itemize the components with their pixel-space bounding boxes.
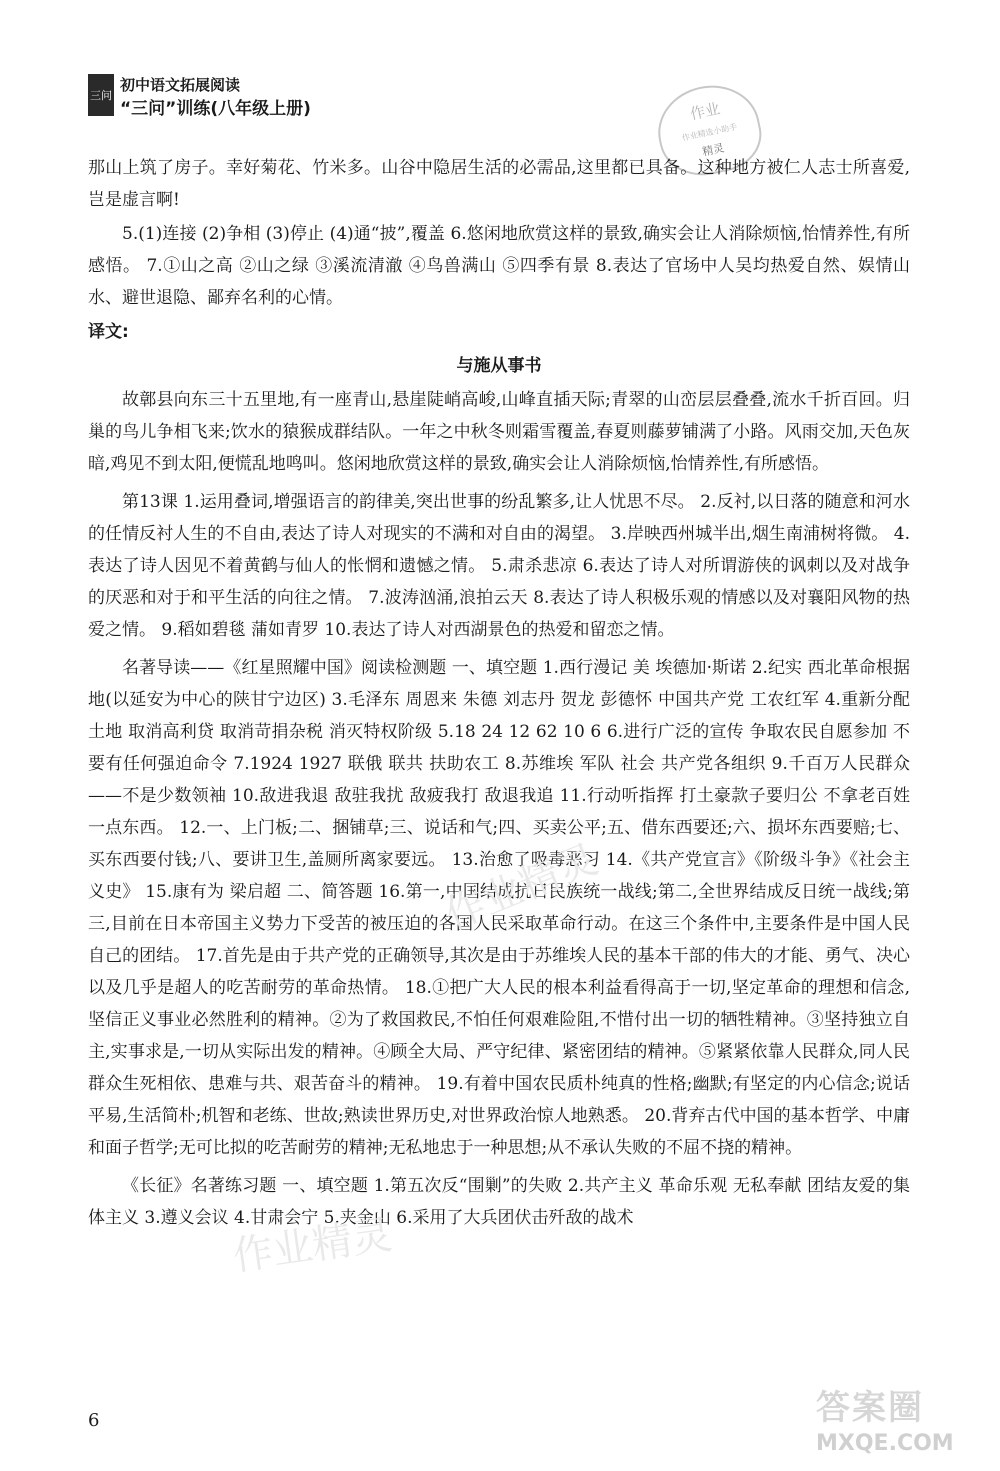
stamp-line1: 作业 bbox=[688, 99, 722, 124]
corner-logo-watermark bbox=[816, 1380, 966, 1462]
page-number: 6 bbox=[88, 1410, 100, 1431]
series-logo-text: 三问 bbox=[90, 88, 112, 102]
answer-content bbox=[88, 152, 910, 1236]
watermark-middle: 作业精灵 bbox=[438, 836, 605, 940]
translation-body: 故鄣县向东三十五里地,有一座青山,悬崖陡峭高峻,山峰直插天际;青翠的山峦层层叠叠,流水千折百回。归巢的鸟儿争相飞来;饮水的猿猴成群结队。一年之中秋冬则霜雪覆盖,春夏则藤萝铺满了小路。风雨交加,天色灰暗,鸡见不到太阳,便慌乱地鸣叫。悠闲地欣赏这样的景致,确实会让人消除烦恼,怡情养性,有所感悟。 bbox=[88, 390, 910, 474]
book-title: “三问”训练(八年级上册) bbox=[120, 99, 311, 119]
red-star-answers: 名著导读——《红星照耀中国》阅读检测题 一、填空题 1.西行漫记 美 埃德加·斯诺 2.纪实 西北革命根据地(以延安为中心的陕甘宁边区) 3.毛泽东 周恩来 朱德 刘志丹 贺龙 彭德怀 中国共产党 工农红军 4.重新分配土地 取消高利贷 取消苛捐杂税 消灭特权阶级 5.18 24 12 62 10 6 6.进行广泛的宣传 争取农民自愿参加 不要有任何强迫命令 7.1924 1927 联俄 联共 扶助农工 8.苏维埃 军队 社会 共产党各组织 9.千百万人民群众——不是少数领袖 10.敌进我退 敌驻我扰 敌疲我打 敌退我追 11.行动听指挥 打土豪款子要归公 不拿老百姓一点东西。 12.一、上门板;二、捆铺草;三、说话和气;四、买卖公平;五、借东西要还;六、损坏东西要赔;七、买东西要付钱;八、要讲卫生,盖厕所离家要远。 13.治愈了吸毒恶习 14.《共产党宣言》《阶级斗争》《社会主义史》 15.康有为 梁启超 二、简答题 16.第一,中国结成抗日民族统一战线;第二,全世界结成反日统一战线;第三,目前在日本帝国主义势力下受苦的被压迫的各国人民采取革命行动。在这三个条件中,主要条件是中国人民自己的团结。 17.首先是由于共产党的正确领导,其次是由于苏维埃人民的基本干部的伟大的才能、勇气、决心以及几乎是超人的吃苦耐劳的革命热情。 18.①把广大人民的根本利益看得高于一切,坚定革命的理想和信念,坚信正义事业必然胜利的精神。②为了救国救民,不怕任何艰难险阻,不惜付出一切的牺牲精神。③坚持独立自主,实事求是,一切从实际出发的精神。④顾全大局、严守纪律、紧密团结的精神。⑤紧紧依靠人民群众,同人民群众生死相依、患难与共、艰苦奋斗的精神。 19.有着中国农民质朴纯真的性格;幽默;有坚定的内心信念;说话平易,生活简朴;机智和老练、世故;熟读世界历史,对世界政治惊人地熟悉。 20.背弃古代中国的基本哲学、中庸和面子哲学;无可比拟的吃苦耐劳的精神;无私地忠于一种思想;从不承认失败的不屈不挠的精神。 bbox=[88, 658, 910, 1158]
paragraph-continuation: 那山上筑了房子。幸好菊花、竹米多。山谷中隐居生活的必需品,这里都已具备。这种地方被仁人志士所喜爱,岂是虚言啊! bbox=[88, 158, 910, 210]
stamp-line2: 作业精选小助手 bbox=[681, 122, 738, 143]
stamp-line3: 精灵 bbox=[701, 141, 726, 159]
series-name: 初中语文拓展阅读 bbox=[120, 76, 241, 94]
watermark-lower: 作业精灵 bbox=[230, 1212, 395, 1280]
series-logo bbox=[88, 74, 114, 116]
translation-label: 译文: bbox=[88, 322, 129, 342]
lesson-13-answers: 第13课 1.运用叠词,增强语言的韵律美,突出世事的纷乱繁多,让人忧思不尽。 2.反衬,以日落的随意和河水的任情反衬人生的不自由,表达了诗人对现实的不满和对自由的渴望。 3.岸映西州城半出,烟生南浦树将微。 4.表达了诗人因见不着黄鹤与仙人的怅惘和遗憾之情。 5.肃杀悲凉 6.表达了诗人对所谓游侠的讽刺以及对战争的厌恶和对于和平生活的向往之情。 7.波涛汹涌,浪拍云天 8.表达了诗人积极乐观的情感以及对襄阳风物的热爱之情。 9.稻如碧毯 蒲如青罗 10.表达了诗人对西湖景色的热爱和留恋之情。 bbox=[88, 492, 910, 640]
paragraph-answers-5-8: 5.(1)连接 (2)争相 (3)停止 (4)通“披”,覆盖 6.悠闲地欣赏这样的景致,确实会让人消除烦恼,怡情养性,有所感悟。 7.①山之高 ②山之绿 ③溪流清澈 ④鸟兽满山 ⑤四季有景 8.表达了官场中人吴均热爱自然、娱情山水、避世退隐、鄙弃名利的心情。 bbox=[88, 224, 910, 308]
corner-logo-url: MXQE.COM bbox=[816, 1431, 954, 1456]
long-march-answers: 《长征》名著练习题 一、填空题 1.第五次反“围剿”的失败 2.共产主义 革命乐观 无私奉献 团结友爱的集体主义 3.遵义会议 4.甘肃会宁 5.夹金山 6.采用了大兵团伏击歼敌的战术 bbox=[88, 1176, 910, 1228]
corner-logo-name: 答案圈 bbox=[816, 1388, 924, 1428]
translation-title: 与施从事书 bbox=[456, 356, 542, 376]
